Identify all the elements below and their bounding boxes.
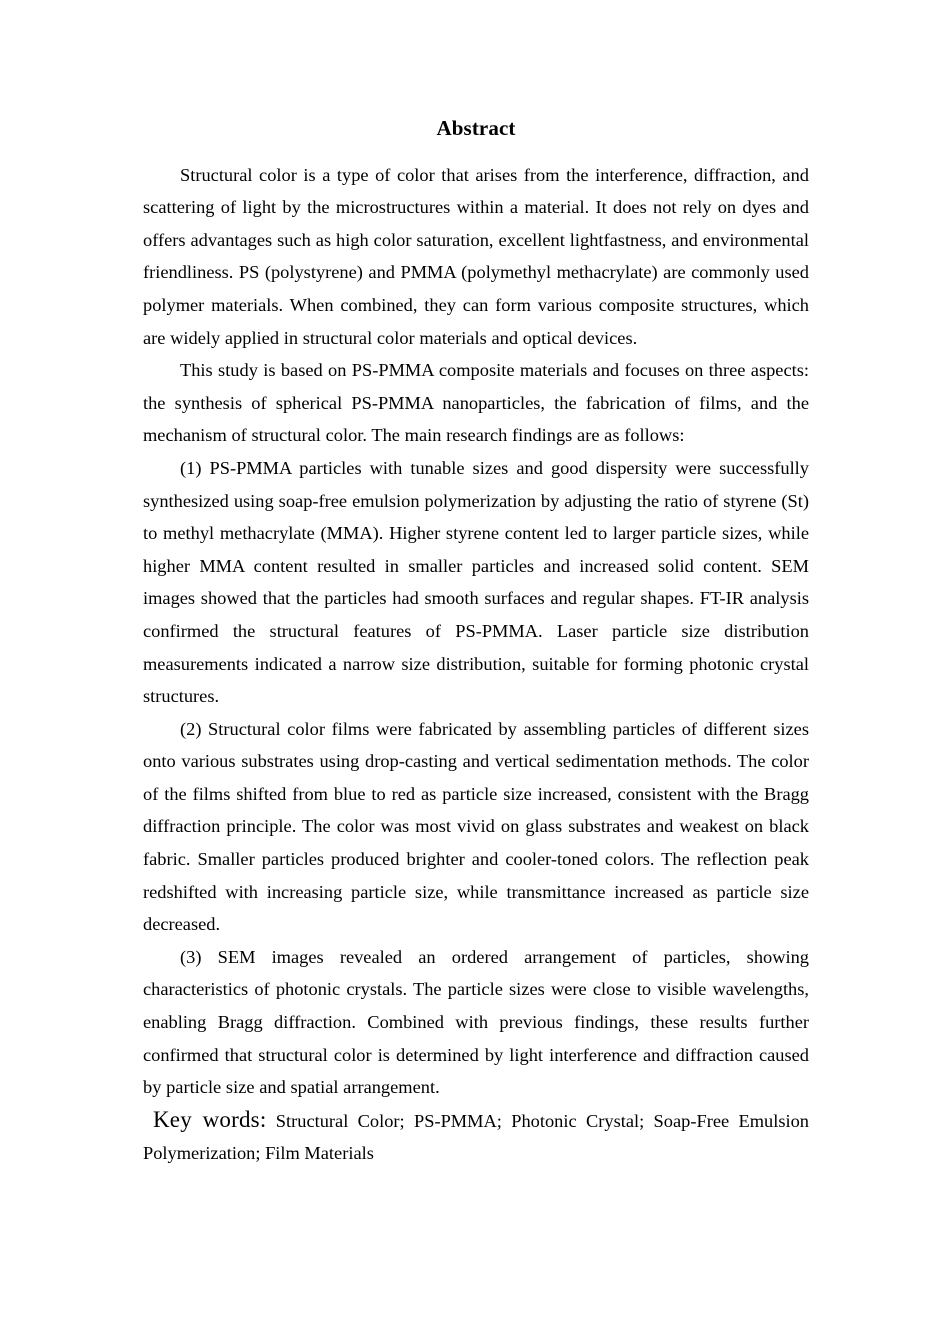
abstract-paragraph-5: (3) SEM images revealed an ordered arrangement of particles, showing characteristics of photonic crystals. The particle sizes were close to visible wavelengths, enabling Bragg diffraction. Combined with previous findings, these results further confirmed that structural color is determined by light interference and diffraction caused by particle size and spatial arrangement. (143, 946, 809, 1098)
abstract-paragraph-4: (2) Structural color films were fabricated by assembling particles of different sizes onto various substrates using drop-casting and vertical sedimentation methods. The color of the films shifted from blue to red as particle size increased, consistent with the Bragg diffraction principle. The color was most vivid on glass substrates and weakest on black fabric. Smaller particles produced brighter and cooler-toned colors. The reflection peak redshifted with increasing particle size, while transmittance increased as particle size decreased. (143, 718, 809, 935)
keywords-section (143, 1104, 809, 1170)
page-title: Abstract (436, 116, 516, 140)
abstract-paragraph-2: This study is based on PS-PMMA composite materials and focuses on three aspects: the synthesis of spherical PS-PMMA nanoparticles, the fabrication of films, and the mechanism of structural color. The main research findings are as follows: (143, 360, 809, 446)
abstract-paragraph-3: (1) PS-PMMA particles with tunable sizes and good dispersity were successfully synthesized using soap-free emulsion polymerization by adjusting the ratio of styrene (St) to methyl methacrylate (MMA). Higher styrene content led to larger particle sizes, while higher MMA content resulted in smaller particles and increased solid content. SEM images showed that the particles had smooth surfaces and regular shapes. FT-IR analysis confirmed the structural features of PS-PMMA. Laser particle size distribution measurements indicated a narrow size distribution, suitable for forming photonic crystal structures. (143, 457, 809, 707)
keywords-label: Key words: (153, 1106, 267, 1132)
abstract-paragraph-1: Structural color is a type of color that arises from the interference, diffraction, and scattering of light by the microstructures within a material. It does not rely on dyes and offers advantages such as high color saturation, excellent lightfastness, and environmental friendliness. PS (polystyrene) and PMMA (polymethyl methacrylate) are commonly used polymer materials. When combined, they can form various composite structures, which are widely applied in structural color materials and optical devices. (143, 164, 809, 348)
keywords-value: Structural Color; PS-PMMA; Photonic Crystal; Soap-Free Emulsion Polymerization; Film Materials (143, 1110, 809, 1164)
abstract-text-column (143, 0, 809, 1170)
